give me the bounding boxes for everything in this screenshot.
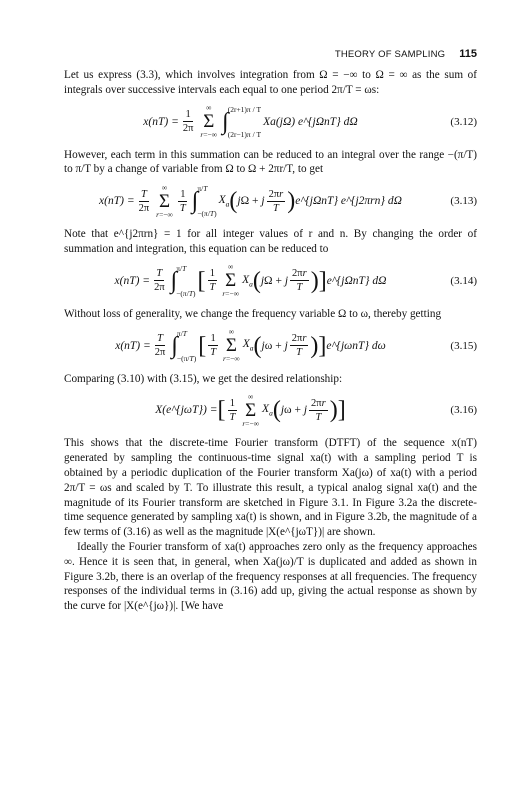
paragraph-6: This shows that the discrete-time Fourier transform (DTFT) of the sequence x(nT) generated by sampling the continuous-time signal xa(t) with a sampling period T is obtained by a periodic duplication of the Fourier transform Xa(jω) of xa(t) with a period 2π/T = ωs and scaled by T. To illustrate this result, a typical analog signal xa(t) and the magnitude of its Fourier transform are sketched in Figure 3.1. In Figure 3.2a the discrete-time sequence generated by sampling xa(t) is shown, and in Figure 3.2b, the magnitude of a few terms of (3.16) as well as the magnitude |X(e^{jωT})| are shown. — [64, 437, 477, 539]
equation-3-14: x(nT) = $\frac{T}{2\pi}$ ∫ π/T −(π/T) [ $\frac{1}{T}$ ∞ Σ r=−∞ $X_a$ ( jΩ + j $\frac{2\pi r}{T}$ ) ] e^{jΩnT} dΩ (3.14) — [114, 262, 477, 299]
eq312-number: (3.12) — [450, 115, 477, 128]
page-number: 115 — [459, 48, 477, 60]
eq312-lower-limit: (2r−1)π / T — [227, 129, 262, 139]
eq313-lhs: x(nT) = — [99, 195, 135, 208]
eq315-number: (3.15) — [450, 339, 477, 352]
equation-3-15: x(nT) = $\frac{T}{2\pi}$ ∫ π/T −(π/T) [ $\frac{1}{T}$ ∞ Σ r=−∞ $X_a$ ( jω + j $\frac{2\pi r}{T}$ ) ] e^{jωnT} dω (3.15) — [115, 327, 477, 364]
eq312-lhs: x(nT) = — [143, 115, 179, 128]
eq314-number: (3.14) — [450, 274, 477, 287]
eq316-lhs: X(e^{jωT}) = — [155, 404, 218, 417]
equation-3-12: x(nT) = $\frac{1}{2\pi}$ ∞ Σ r=−∞ ∫ (2r+1)π / T (2r−1)π / T Xa(jΩ) e^{jΩnT} dΩ (3.12) — [143, 103, 477, 140]
section-title: THEORY OF SAMPLING — [334, 49, 446, 60]
paragraph-2: However, each term in this summation can be reduced to an integral over the range −(π/T) to π/T by a change of variable from Ω to Ω + 2πr/T, to get — [64, 148, 477, 176]
paragraph-5: Comparing (3.10) with (3.15), we get the desired relationship: — [64, 372, 343, 385]
eq313-integrand: e^{jΩnT} e^{j2πrn} dΩ — [295, 195, 402, 208]
eq312-integrand: Xa(jΩ) e^{jΩnT} dΩ — [263, 115, 358, 128]
paragraph-3: Note that e^{j2πrn} = 1 for all integer values of r and n. By changing the order of summation and integration, this equation can be reduced to — [64, 228, 477, 255]
eq312-upper-limit: (2r+1)π / T — [227, 104, 262, 114]
eq315-tail: e^{jωnT} dω — [326, 339, 386, 352]
paragraph-7: Ideally the Fourier transform of xa(t) approaches zero only as the frequency approaches ∞. Hence it is seen that, in general, when Xa(jω)/T is duplicated and added as shown in Figure 3.2b, there is an overlap of the frequency responses at all frequencies. The frequency responses of the individual terms in (3.16) add up, giving the actual response as shown by the curve for |X(e^{jω})|. [We have — [64, 540, 477, 613]
running-header — [0, 48, 477, 60]
paragraph-4: Without loss of generality, we change the frequency variable Ω to ω, thereby getting — [64, 307, 442, 320]
paragraph-1: Let us express (3.3), which involves integration from Ω = −∞ to Ω = ∞ as the sum of integrals over successive intervals each equal to one period 2π/T = ωs: — [64, 69, 477, 96]
eq314-lhs: x(nT) = — [114, 274, 151, 287]
equation-3-16: X(e^{jωT}) = [ $\frac{1}{T}$ ∞ Σ r=−∞ $X_a$ ( jω + j $\frac{2\pi r}{T}$ ) ] (3.16) — [155, 391, 477, 428]
equation-3-13: x(nT) = $\frac{T}{2\pi}$ ∞ Σ r=−∞ $\frac{1}{T}$ ∫ π/T −(π/T) $X_a$ ( jΩ + j $\frac{2\pi r}{T}$ ) e^{jΩnT} e^{j2πrn} dΩ (3.13) — [99, 182, 477, 219]
eq316-number: (3.16) — [450, 404, 477, 417]
eq314-tail: e^{jΩnT} dΩ — [326, 274, 387, 287]
eq313-number: (3.13) — [450, 195, 477, 208]
page-body — [64, 68, 477, 614]
eq315-lhs: x(nT) = — [115, 339, 151, 352]
